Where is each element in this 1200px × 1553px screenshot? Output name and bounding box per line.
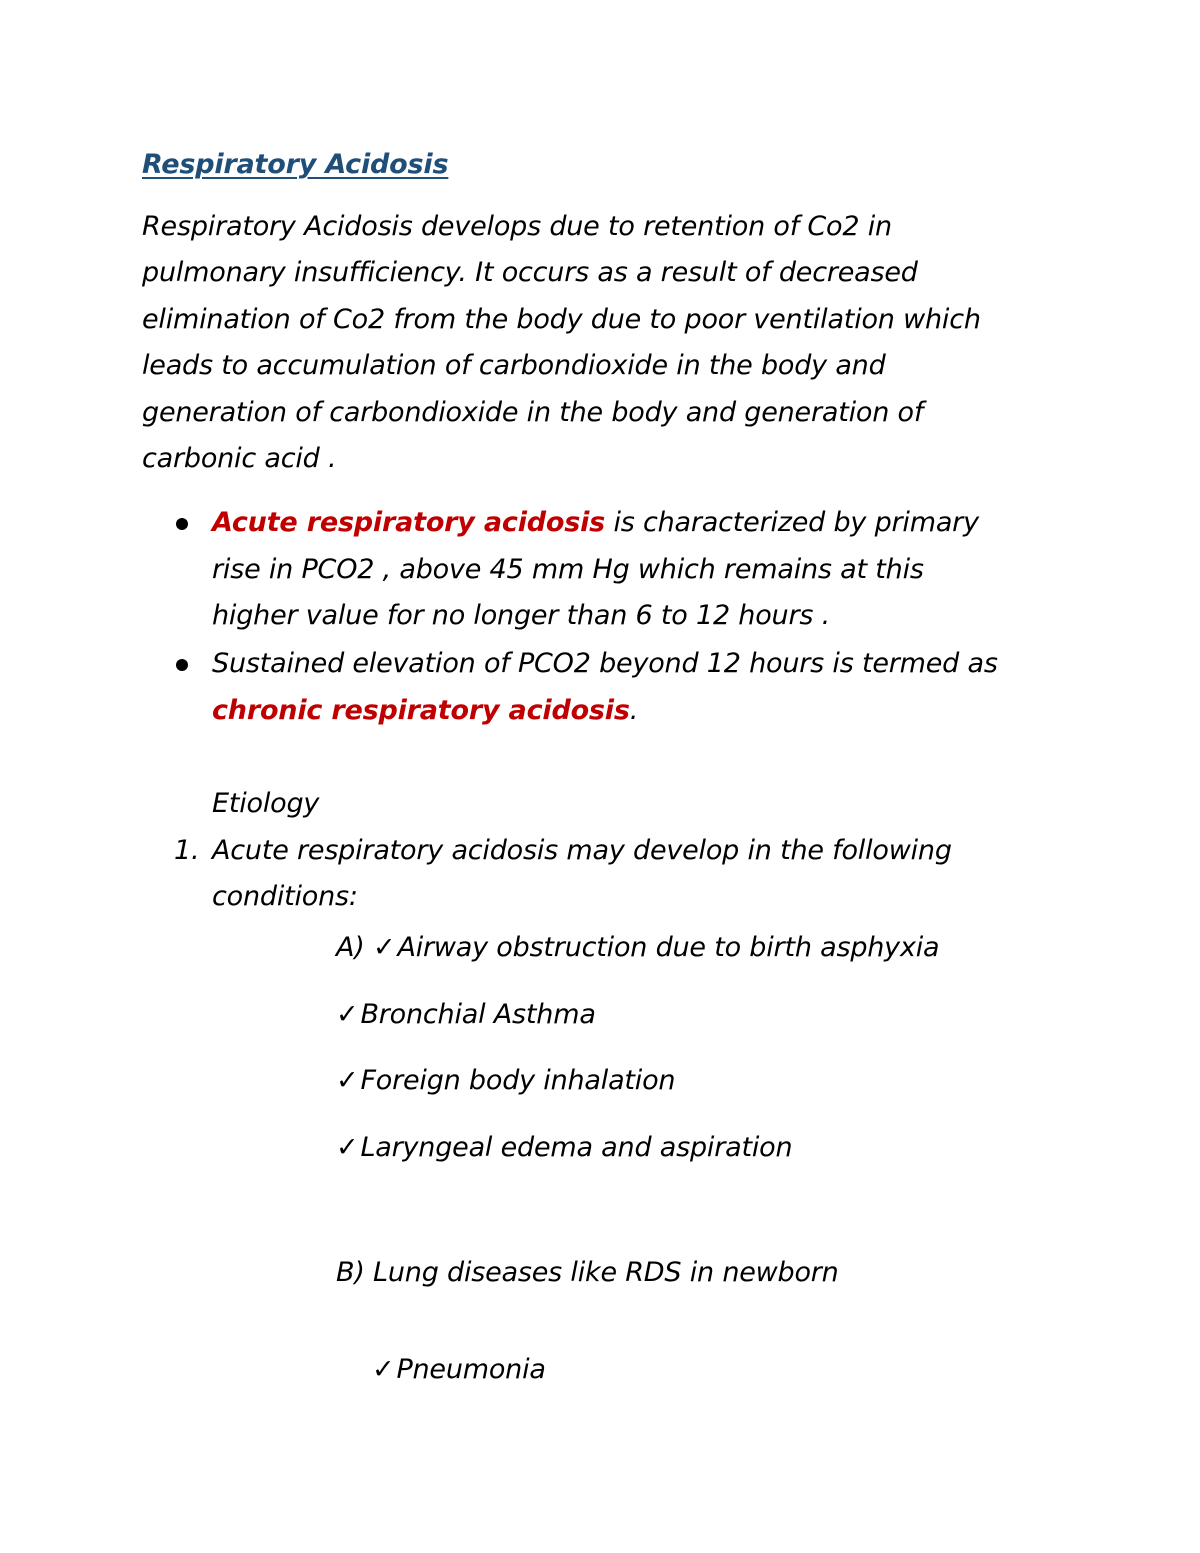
group-a-item-2 [336,992,596,1038]
etiology-item-1-line-1: Acute respiratory acidosis may develop in the following [212,835,952,866]
acute-respiratory-acidosis-highlight: Acute respiratory acidosis [212,507,606,538]
group-a-item-1 [336,925,939,971]
intro-line-4: leads to accumulation of carbondioxide in the body and [142,350,886,381]
bullet-2-line-2 [212,688,638,734]
bullet-dot-1 [176,518,188,530]
bullet-2-line-1: Sustained elevation of PCO2 beyond 12 hours is termed as [212,648,998,679]
document-title: Respiratory Acidosis [142,149,449,180]
group-a-item-3 [336,1058,675,1104]
group-b-item-1 [372,1347,546,1393]
intro-line-3: elimination of Co2 from the body due to poor ventilation which [142,304,981,335]
bullet-2-suffix: . [629,695,639,726]
bullet-1-line-2: rise in PCO2 , above 45 mm Hg which remains at this [212,554,924,585]
etiology-heading: Etiology [212,788,320,819]
group-a-item-text: Bronchial Asthma [360,999,596,1030]
bullet-1-line-3: higher value for no longer than 6 to 12 hours . [212,600,830,631]
group-b-heading: B) Lung diseases like RDS in newborn [336,1257,839,1288]
group-a-item-4 [336,1125,792,1171]
group-a-label: A) [336,932,365,963]
check-icon: ✓ [336,1132,359,1163]
intro-line-2: pulmonary insufficiency. It occurs as a result of decreased [142,257,918,288]
chronic-respiratory-acidosis-highlight: chronic respiratory acidosis [212,695,630,726]
intro-line-5: generation of carbondioxide in the body and generation of [142,397,924,428]
intro-line-1: Respiratory Acidosis develops due to retention of Co2 in [142,211,892,242]
etiology-item-1-line-2: conditions: [212,881,358,912]
check-icon: ✓ [336,1065,359,1096]
group-a-item-text: Foreign body inhalation [360,1065,676,1096]
group-a-item-text: Airway obstruction due to birth asphyxia [397,932,940,963]
intro-line-6: carbonic acid . [142,443,337,474]
etiology-item-1-number: 1. [174,835,200,866]
bullet-1-text: is characterized by primary [605,507,979,538]
group-a-item-text: Laryngeal edema and aspiration [360,1132,793,1163]
group-b-item-text: Pneumonia [396,1354,546,1385]
check-icon: ✓ [372,1354,395,1385]
check-icon: ✓ [336,999,359,1030]
bullet-dot-2 [176,659,188,671]
check-icon: ✓ [373,932,396,963]
bullet-1-line-1 [212,500,979,546]
